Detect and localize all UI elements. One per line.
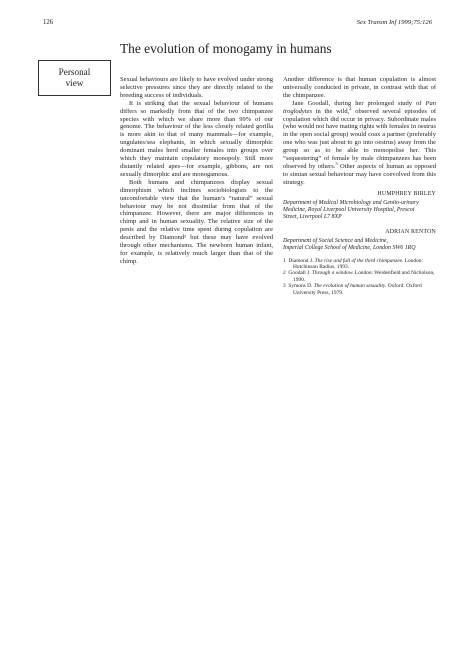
text-run: in the wild,: [312, 107, 350, 115]
author-affiliation: [283, 238, 436, 252]
left-column: [120, 76, 273, 266]
affiliation-line: Imperial College School of Medicine, London SW6 1RQ: [283, 244, 416, 251]
section-label-line-1: Personal: [58, 67, 91, 77]
reference-title: Through a window.: [311, 270, 354, 277]
section-label-line-2: view: [65, 78, 84, 88]
right-column: [283, 76, 436, 296]
paragraph: Both humans and chimpanzees display sexual dimorphism which inclines sociobiologists to the uncomfortable view that the human’s “natural” sexual behaviour may be not dissimilar from that of the chimpanzee. However, there are major differences in chimp and in human sexuality. The relative size of the penis and the relative time spent during copulation are described by Diamond¹ but these may have evolved through other mechanisms. The newborn human infant, for example, is relatively much larger than that of the chimp.: [120, 178, 273, 265]
reference-title: The evolution of human sexuality.: [313, 283, 387, 290]
text-run: Jane Goodall, during her prolonged study of: [292, 99, 426, 107]
reference-publisher: London: Hutchinson Radius, 1993.: [293, 257, 424, 270]
paragraph: [283, 100, 436, 187]
text-run: Other aspects of human as opposed to simian sexual behaviour may have coevolved from this strategy.: [283, 162, 436, 186]
paragraph: Sexual behaviours are likely to have evolved under strong selective pressures since they are directly related to the breeding success of individuals.: [120, 76, 273, 99]
citation-superscript: 2: [349, 105, 352, 111]
section-label-box: [38, 60, 111, 96]
running-head: Sex Transm Inf 1999;75:126: [356, 19, 432, 26]
reference-list: [283, 258, 436, 296]
reference-item: [283, 270, 436, 283]
author-affiliation: [283, 200, 436, 221]
citation-superscript: 3: [335, 160, 338, 166]
reference-item: [283, 258, 436, 271]
paragraph: Another difference is that human copulation is almost universally conducted in private, in contrast with that of the chimpanzee.: [283, 76, 436, 99]
affiliation-line: Department of Social Science and Medicine,: [283, 237, 389, 244]
page-number: 126: [43, 19, 54, 26]
reference-publisher: London: Weidenfield and Nicholson, 1990.: [293, 270, 435, 283]
reference-item: [283, 283, 436, 296]
affiliation-line: Department of Medical Microbiology and Genito-urinary: [283, 199, 419, 206]
reference-publisher: Oxford: Oxford University Press, 1979.: [293, 283, 422, 296]
reference-number: 1: [283, 257, 286, 264]
reference-number: 2: [283, 270, 286, 277]
affiliation-line: Street, Liverpool L7 8XP: [283, 213, 342, 220]
author-signature: ADRIAN RENTON: [385, 228, 436, 235]
reference-title: The rise and fall of the third chimpanzee.: [314, 257, 404, 264]
article-title: The evolution of monogamy in humans: [120, 41, 332, 56]
reference-number: 3: [283, 283, 286, 290]
reference-authors: Goodall J.: [288, 270, 311, 277]
author-signature: HUMPHREY BIRLEY: [377, 190, 436, 197]
species-name: Pan troglodytes: [283, 99, 436, 115]
reference-authors: Diamond J.: [288, 257, 314, 264]
affiliation-line: Medicine, Royal Liverpool University Hospital, Prescot: [283, 206, 415, 213]
paragraph: It is striking that the sexual behaviour of humans differs so markedly from that of the two chimpanzee species with which we share more than 99% of our genome. The behaviour of the less closely related gorilla is more akin to that of many mammals—for example, ungulates/sea elephants, in which sexually dimorphic dominant males herd smaller females into groups over which they maintain copulatory monopoly. Still more distantly related apes—for example, gibbons, are not sexually dimorphic and are monogamous.: [120, 99, 273, 178]
text-run: observed several episodes of copulation which did occur in privacy. Subordinate males (who would not have mating rights with females in oestrus in the open social group) would coax a partner (preferably one who was just about to go into oestrus) away from the group so as to be able to monopolise her. This “sequestering” of female by male chimpanzees has been observed by others.: [283, 107, 437, 170]
reference-authors: Symons D.: [288, 283, 313, 290]
